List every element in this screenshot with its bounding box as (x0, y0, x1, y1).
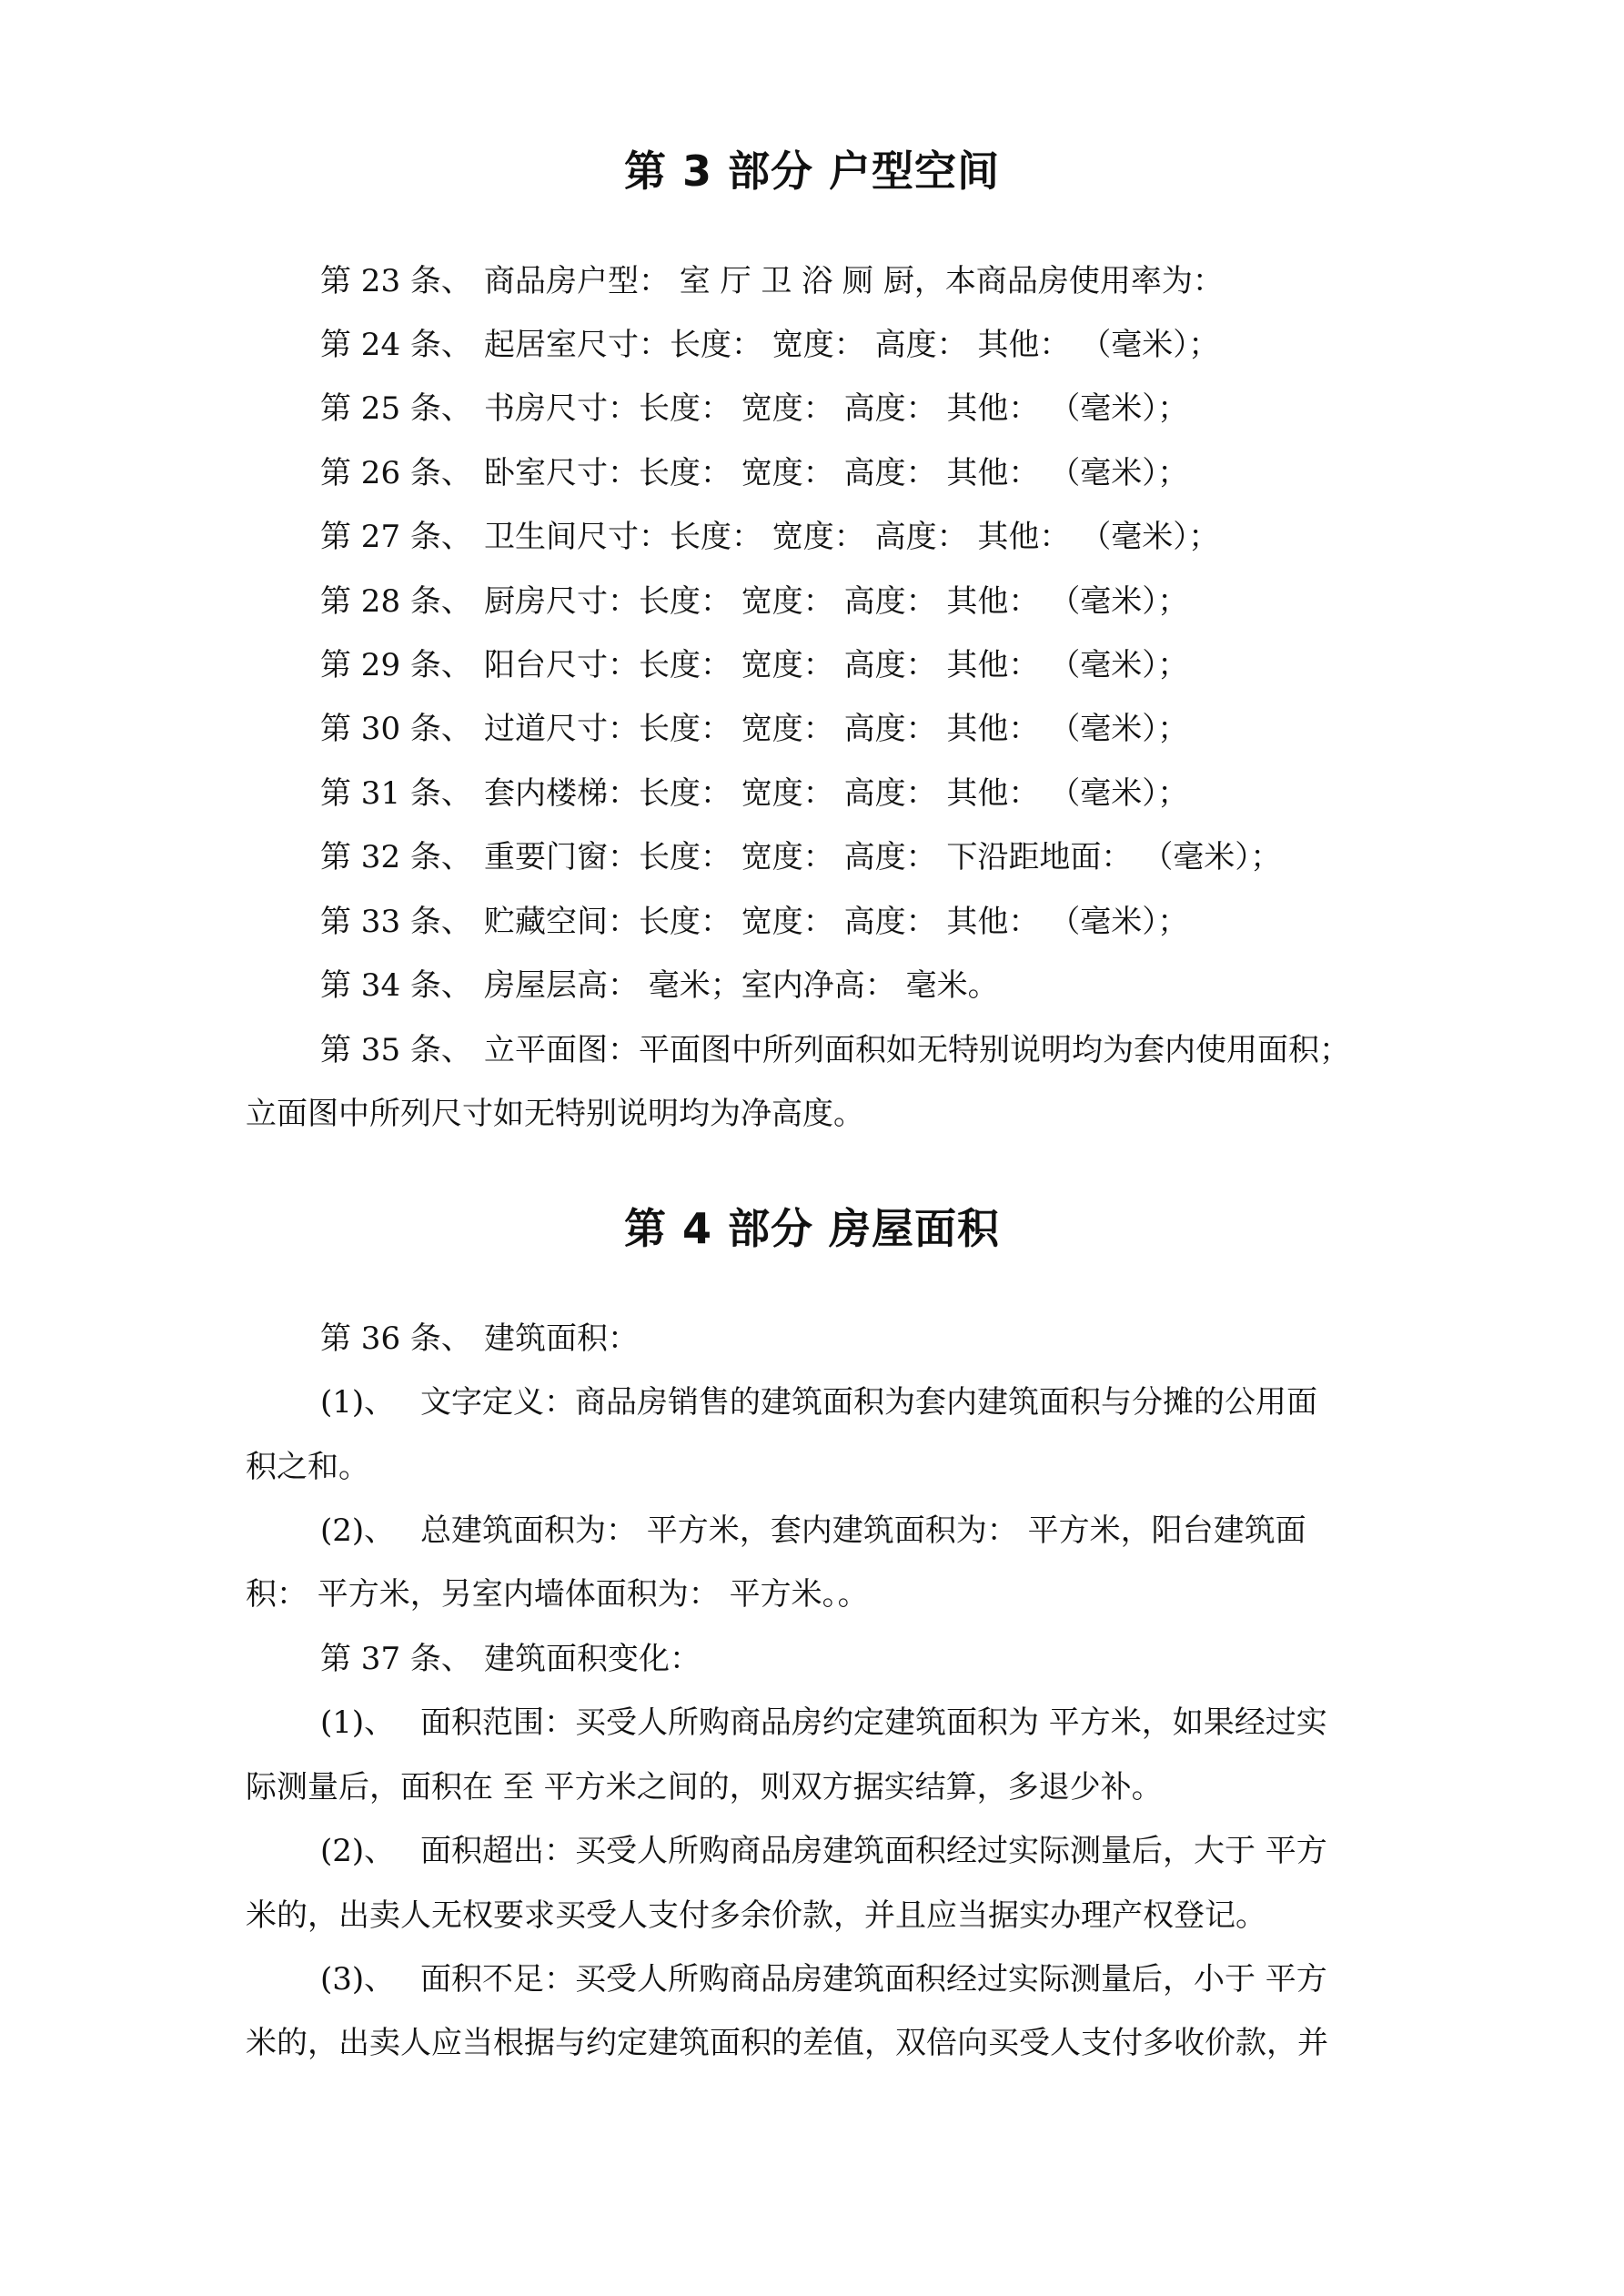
article-text: 书房尺寸：长度： 宽度： 高度： 其他： （毫米）； (484, 390, 1189, 427)
article-26 (320, 451, 1188, 495)
article-number: 第 31 条、 (320, 775, 472, 812)
article-number: 第 24 条、 (320, 327, 472, 363)
article-28 (320, 580, 1188, 623)
clause-number: (3)、 (320, 1961, 396, 1998)
article-25 (320, 387, 1188, 430)
article-text: 阳台尺寸：长度： 宽度： 高度： 其他： （毫米）； (484, 647, 1189, 683)
clause-text: 面积不足：买受人所购商品房建筑面积经过实际测量后，小于 平方 (420, 1961, 1327, 1998)
article-number: 第 32 条、 (320, 839, 472, 875)
article-number: 第 23 条、 (320, 263, 472, 299)
clause-number: (1)、 (320, 1704, 396, 1741)
article-number: 第 28 条、 (320, 583, 472, 620)
article-number: 第 25 条、 (320, 390, 472, 427)
clause-37-3 (320, 1957, 1327, 2001)
clause-text: 总建筑面积为： 平方米，套内建筑面积为： 平方米，阳台建筑面 (420, 1512, 1306, 1549)
clause-text: 面积超出：买受人所购商品房建筑面积经过实际测量后，大于 平方 (420, 1833, 1327, 1869)
clause-number: (2)、 (320, 1833, 396, 1869)
article-number: 第 29 条、 (320, 647, 472, 683)
article-35 (320, 1028, 1350, 1072)
article-text: 过道尺寸：长度： 宽度： 高度： 其他： （毫米）； (484, 711, 1189, 747)
article-32 (320, 835, 1281, 879)
article-text: 厨房尺寸：长度： 宽度： 高度： 其他： （毫米）； (484, 583, 1189, 620)
article-text: 套内楼梯：长度： 宽度： 高度： 其他： （毫米）； (484, 775, 1189, 812)
article-text: 建筑面积变化： (484, 1641, 701, 1677)
article-37 (320, 1637, 701, 1681)
article-number: 第 37 条、 (320, 1641, 472, 1677)
article-number: 第 36 条、 (320, 1320, 472, 1357)
article-23 (320, 259, 1224, 303)
article-number: 第 33 条、 (320, 904, 472, 940)
article-31 (320, 772, 1188, 815)
article-27 (320, 515, 1219, 559)
clause-36-1 (320, 1381, 1317, 1424)
section-4-heading: 第 4 部分 房屋面积 (623, 1204, 1001, 1253)
article-35-continuation: 立面图中所列尺寸如无特别说明均为净高度。 (246, 1096, 864, 1132)
article-text: 卫生间尺寸：长度： 宽度： 高度： 其他： （毫米）； (484, 519, 1220, 555)
article-number: 第 27 条、 (320, 519, 472, 555)
article-number: 第 34 条、 (320, 967, 472, 1004)
article-number: 第 35 条、 (320, 1032, 472, 1068)
clause-37-2-continuation: 米的，出卖人无权要求买受人支付多余价款，并且应当据实办理产权登记。 (246, 1897, 1266, 1934)
article-text: 重要门窗：长度： 宽度： 高度： 下沿距地面： （毫米）； (484, 839, 1282, 875)
clause-number: (2)、 (320, 1512, 396, 1549)
article-text: 建筑面积： (484, 1320, 639, 1357)
article-36 (320, 1317, 639, 1360)
article-number: 第 30 条、 (320, 711, 472, 747)
clause-text: 文字定义：商品房销售的建筑面积为套内建筑面积与分摊的公用面 (420, 1384, 1317, 1421)
article-number: 第 26 条、 (320, 455, 472, 491)
clause-37-1 (320, 1701, 1327, 1745)
clause-36-2 (320, 1509, 1306, 1553)
article-text: 卧室尺寸：长度： 宽度： 高度： 其他： （毫米）； (484, 455, 1189, 491)
article-34 (320, 964, 999, 1007)
clause-36-2-continuation: 积： 平方米，另室内墙体面积为： 平方米。。 (246, 1576, 869, 1613)
article-text: 房屋层高： 毫米；室内净高： 毫米。 (484, 967, 999, 1004)
article-text: 商品房户型： 室 厅 卫 浴 厕 厨，本商品房使用率为： (484, 263, 1224, 299)
article-text: 贮藏空间：长度： 宽度： 高度： 其他： （毫米）； (484, 904, 1189, 940)
clause-text: 面积范围：买受人所购商品房约定建筑面积为 平方米，如果经过实 (420, 1704, 1327, 1741)
article-text: 起居室尺寸：长度： 宽度： 高度： 其他： （毫米）； (484, 327, 1220, 363)
article-text: 立平面图：平面图中所列面积如无特别说明均为套内使用面积； (484, 1032, 1350, 1068)
clause-37-1-continuation: 际测量后，面积在 至 平方米之间的，则双方据实结算，多退少补。 (246, 1769, 1163, 1805)
clause-number: (1)、 (320, 1384, 396, 1421)
clause-37-3-continuation: 米的，出卖人应当根据与约定建筑面积的差值，双倍向买受人支付多收价款，并 (246, 2025, 1328, 2061)
article-30 (320, 707, 1188, 751)
article-24 (320, 323, 1219, 367)
section-3-heading: 第 3 部分 户型空间 (623, 147, 1001, 196)
article-33 (320, 900, 1188, 944)
clause-37-2 (320, 1829, 1327, 1873)
article-29 (320, 643, 1188, 687)
clause-36-1-continuation: 积之和。 (246, 1449, 369, 1485)
